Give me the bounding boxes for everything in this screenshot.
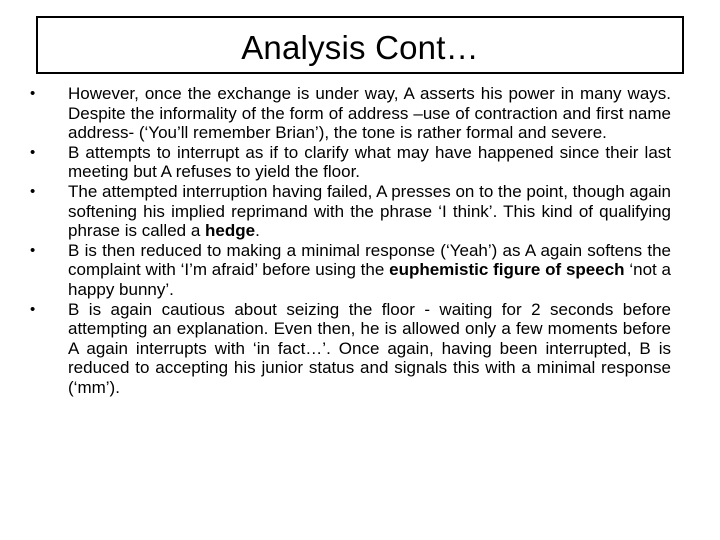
bullet-item	[30, 84, 671, 143]
bullet-point-icon: •	[30, 241, 36, 259]
bullet-list	[30, 84, 671, 398]
bullet-point-icon: •	[30, 143, 36, 161]
bullet-text: However, once the exchange is under way, A asserts his power in many ways. Despite the informality of the form of address –use of contraction and first name address- (‘You’ll remember Brian’), the tone is rather formal and severe.	[68, 84, 671, 143]
bullet-item	[30, 143, 671, 182]
title-box	[36, 16, 684, 74]
bullet-item	[30, 300, 671, 398]
term-hedge: hedge	[205, 221, 256, 241]
bullet-point-icon: •	[30, 85, 36, 102]
bullet-text: B attempts to interrupt as if to clarify what may have happened since their last meeting but A refuses to yield the floor.	[68, 142, 671, 182]
bullet-text: B is then reduced to making a minimal response (‘Yeah’) as A again softens the complaint with ‘I’m afraid’ before using the	[68, 240, 671, 280]
bullet-text: The attempted interruption having failed, A presses on to the point, though again softening his implied reprimand with the phrase ‘I think’. This kind of qualifying phrase is called a	[68, 181, 671, 241]
slide-title: Analysis Cont…	[241, 28, 479, 66]
bullet-text-end: .	[255, 221, 260, 241]
term-euphemistic-figure-of-speech: euphemistic figure of speech	[389, 260, 625, 280]
bullet-item	[30, 241, 671, 300]
bullet-item	[30, 182, 671, 241]
bullet-point-icon: •	[30, 182, 36, 200]
bullet-text-end: ‘not a happy bunny’.	[68, 260, 671, 299]
bullet-point-icon: •	[30, 300, 36, 318]
bullet-text: B is again cautious about seizing the floor - waiting for 2 seconds before attempting an explanation. Even then, he is allowed only a few moments before A again interrupts with ‘in fact…’. Once again, having been interrupted, B is reduced to accepting his junior status and signals this with a minimal response (‘mm’).	[68, 299, 671, 397]
